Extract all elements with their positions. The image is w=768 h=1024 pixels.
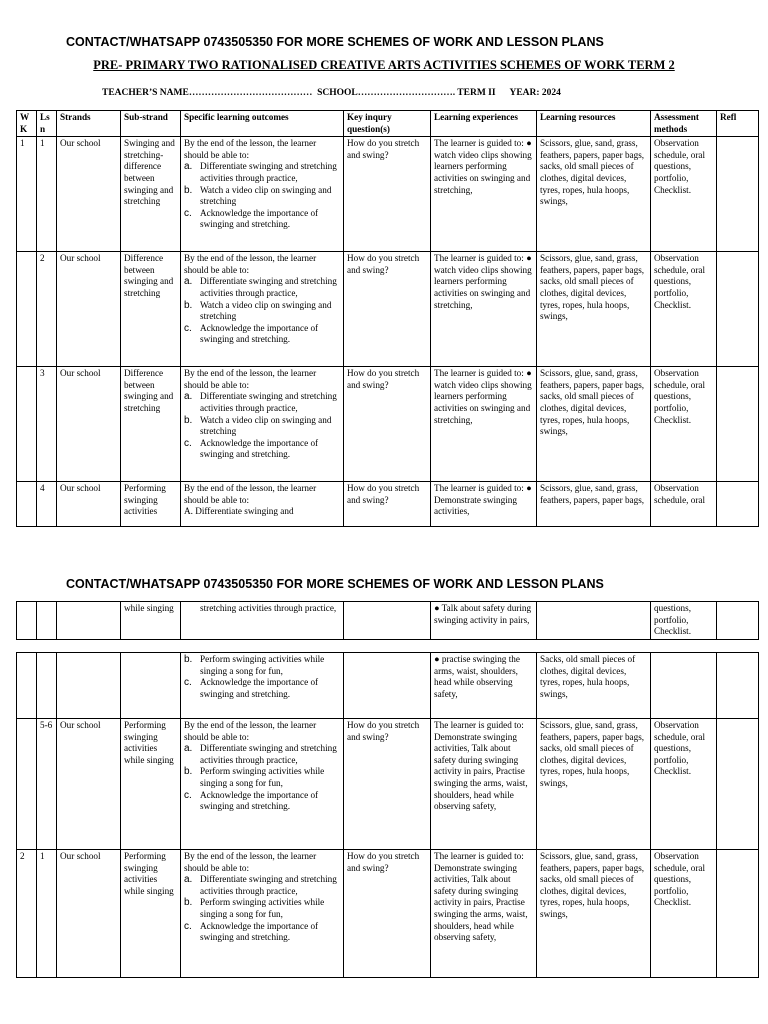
- strand-cell: Our school: [57, 850, 121, 978]
- assessment-cell: Observation schedule, oral questions, portfolio, Checklist.: [651, 252, 717, 367]
- inquiry-cell: How do you stretch and swing?: [344, 252, 431, 367]
- inquiry-cell: How do you stretch and swing?: [344, 367, 431, 482]
- outcome-item: c. Acknowledge the importance of swinging and stretching.: [184, 207, 319, 230]
- experiences-cell: The learner is guided to: ● watch video clips showing learners performing activities on swinging and stretching,: [431, 252, 537, 367]
- table-row: [17, 367, 759, 482]
- table-header-row: [17, 111, 759, 137]
- resources-cell: Sacks, old small pieces of clothes, digital devices, tyres, ropes, hula hoops, swings,: [537, 653, 651, 719]
- lesson-cell: 3: [37, 367, 57, 482]
- lesson-cell: 1: [37, 850, 57, 978]
- contact-banner-page2: CONTACT/WHATSAPP 0743505350 FOR MORE SCHEMES OF WORK AND LESSON PLANS: [66, 577, 604, 591]
- outcomes-cell: [181, 482, 344, 527]
- week-cell: [17, 602, 37, 640]
- reflection-cell: [717, 719, 759, 850]
- outcome-item: A. Differentiate swinging and: [184, 506, 294, 517]
- resources-cell: Scissors, glue, sand, grass, feathers, papers, paper bags,: [537, 482, 651, 527]
- reflection-cell: [717, 653, 759, 719]
- resources-cell: Scissors, glue, sand, grass, feathers, papers, paper bags, sacks, old small pieces of clothes, digital devices, tyres, ropes, hula hoops, swings,: [537, 367, 651, 482]
- outcome-item: a. Differentiate swinging and stretching activities through practice,: [184, 743, 337, 765]
- strand-cell: [57, 653, 121, 719]
- outcome-item: c. Acknowledge the importance of swinging and stretching.: [184, 322, 319, 345]
- strand-cell: Our school: [57, 252, 121, 367]
- col-reflection: Refl: [717, 111, 759, 137]
- table-row: [17, 252, 759, 367]
- week-cell: [17, 653, 37, 719]
- document-title: PRE- PRIMARY TWO RATIONALISED CREATIVE ARTS ACTIVITIES SCHEMES OF WORK TERM 2: [93, 58, 675, 72]
- substrand-cell: [121, 653, 181, 719]
- experiences-cell: The learner is guided to: ● watch video clips showing learners performing activities on swinging and stretching,: [431, 137, 537, 252]
- lesson-cell: [37, 653, 57, 719]
- table-row: [17, 719, 759, 850]
- col-strands: Strands: [57, 111, 121, 137]
- inquiry-cell: How do you stretch and swing?: [344, 137, 431, 252]
- resources-cell: [537, 602, 651, 640]
- lesson-cell: 2: [37, 252, 57, 367]
- outcomes-cell: [181, 367, 344, 482]
- experiences-cell: ● Talk about safety during swinging activity in pairs,: [431, 602, 537, 640]
- assessment-cell: [651, 653, 717, 719]
- experiences-cell: ● practise swinging the arms, waist, shoulders, head while observing safety,: [431, 653, 537, 719]
- outcomes-intro: By the end of the lesson, the learner should be able to:: [184, 851, 317, 873]
- outcomes-cell: [181, 137, 344, 252]
- col-assessment: Assessment methods: [651, 111, 717, 137]
- outcome-item: b. Watch a video clip on swinging and stretching: [184, 414, 332, 437]
- assessment-cell: Observation schedule, oral questions, portfolio, Checklist.: [651, 137, 717, 252]
- col-inquiry: Key inqury question(s): [344, 111, 431, 137]
- contact-banner: CONTACT/WHATSAPP 0743505350 FOR MORE SCHEMES OF WORK AND LESSON PLANS: [66, 35, 604, 49]
- outcome-item: a. Differentiate swinging and stretching activities through practice,: [184, 276, 337, 298]
- strand-cell: Our school: [57, 719, 121, 850]
- week-cell: [17, 367, 37, 482]
- outcomes-intro: By the end of the lesson, the learner should be able to:: [184, 720, 317, 742]
- outcome-item: c. Acknowledge the importance of swinging and stretching.: [184, 920, 319, 943]
- experiences-cell: The learner is guided to: ● Demonstrate swinging activities,: [431, 482, 537, 527]
- resources-cell: Scissors, glue, sand, grass, feathers, papers, paper bags, sacks, old small pieces of clothes, digital devices, tyres, ropes, hula hoops, swings,: [537, 850, 651, 978]
- outcome-item: a. Differentiate swinging and stretching activities through practice,: [184, 161, 337, 183]
- assessment-cell: Observation schedule, oral: [651, 482, 717, 527]
- outcome-item: b. Perform swinging activities while singing a song for fun,: [184, 654, 325, 676]
- assessment-cell: Observation schedule, oral questions, portfolio, Checklist.: [651, 719, 717, 850]
- outcome-item: a. Differentiate swinging and stretching activities through practice,: [184, 391, 337, 413]
- col-week: W K: [17, 111, 37, 137]
- substrand-cell: while singing: [121, 602, 181, 640]
- scheme-table-page1: [16, 110, 759, 527]
- experiences-cell: The learner is guided to: Demonstrate swinging activities, Talk about safety during swinging activity in pairs, Practise swinging the arms, waist, shoulders, head while observing safety,: [431, 850, 537, 978]
- substrand-cell: Swinging and stretching- difference between swinging and stretching: [121, 137, 181, 252]
- col-experiences: Learning experiences: [431, 111, 537, 137]
- reflection-cell: [717, 252, 759, 367]
- inquiry-cell: [344, 602, 431, 640]
- week-cell: [17, 252, 37, 367]
- outcomes-intro: By the end of the lesson, the learner should be able to:: [184, 483, 317, 505]
- substrand-cell: Difference between swinging and stretching: [121, 252, 181, 367]
- strand-cell: Our school: [57, 137, 121, 252]
- lesson-cell: [37, 602, 57, 640]
- outcomes-intro: By the end of the lesson, the learner should be able to:: [184, 253, 317, 275]
- strand-cell: Our school: [57, 482, 121, 527]
- col-outcomes: Specific learning outcomes: [181, 111, 344, 137]
- outcomes-cell: [181, 653, 344, 719]
- substrand-cell: Performing swinging activities while singing: [121, 719, 181, 850]
- outcome-item: b. Watch a video clip on swinging and stretching: [184, 184, 332, 207]
- outcome-item: b. Perform swinging activities while singing a song for fun,: [184, 766, 325, 788]
- week-cell: [17, 719, 37, 850]
- inquiry-cell: How do you stretch and swing?: [344, 850, 431, 978]
- week-cell: [17, 482, 37, 527]
- assessment-cell: Observation schedule, oral questions, portfolio, Checklist.: [651, 367, 717, 482]
- lesson-cell: 4: [37, 482, 57, 527]
- assessment-cell: questions, portfolio, Checklist.: [651, 602, 717, 640]
- resources-cell: Scissors, glue, sand, grass, feathers, papers, paper bags, sacks, old small pieces of clothes, digital devices, tyres, ropes, hula hoops, swings,: [537, 719, 651, 850]
- outcome-item: b. Perform swinging activities while singing a song for fun,: [184, 897, 325, 919]
- table-row: [17, 850, 759, 978]
- lesson-cell: 1: [37, 137, 57, 252]
- week-cell: 1: [17, 137, 37, 252]
- reflection-cell: [717, 602, 759, 640]
- col-lesson: Ls n: [37, 111, 57, 137]
- substrand-cell: Performing swinging activities: [121, 482, 181, 527]
- table-row: [17, 602, 759, 640]
- outcomes-cell: [181, 719, 344, 850]
- experiences-cell: The learner is guided to: Demonstrate swinging activities, Talk about safety during swinging activity in pairs, Practise swinging the arms, waist, shoulders, head while observing safety,: [431, 719, 537, 850]
- strand-cell: Our school: [57, 367, 121, 482]
- resources-cell: Scissors, glue, sand, grass, feathers, papers, paper bags, sacks, old small pieces of clothes, digital devices, tyres, ropes, hula hoops, swings,: [537, 137, 651, 252]
- col-substrand: Sub-strand: [121, 111, 181, 137]
- scheme-table-page2: [16, 652, 759, 978]
- outcome-item: c. Acknowledge the importance of swinging and stretching.: [184, 789, 319, 812]
- week-cell: 2: [17, 850, 37, 978]
- outcomes-cell: [181, 850, 344, 978]
- reflection-cell: [717, 367, 759, 482]
- strand-cell: [57, 602, 121, 640]
- teacher-info-line: TEACHER’S NAME………………………………… SCHOOL…………………………. TERM II YEAR: 2024: [102, 88, 561, 98]
- continuation-table-1: [16, 601, 759, 640]
- outcomes-cell: [181, 252, 344, 367]
- substrand-cell: Difference between swinging and stretching: [121, 367, 181, 482]
- reflection-cell: [717, 850, 759, 978]
- table-row: [17, 653, 759, 719]
- table-row: [17, 482, 759, 527]
- outcomes-intro: By the end of the lesson, the learner should be able to:: [184, 138, 317, 160]
- resources-cell: Scissors, glue, sand, grass, feathers, papers, paper bags, sacks, old small pieces of clothes, digital devices, tyres, ropes, hula hoops, swings,: [537, 252, 651, 367]
- inquiry-cell: [344, 653, 431, 719]
- outcome-item: c. Acknowledge the importance of swinging and stretching.: [184, 437, 319, 460]
- substrand-cell: Performing swinging activities while singing: [121, 850, 181, 978]
- inquiry-cell: How do you stretch and swing?: [344, 482, 431, 527]
- reflection-cell: [717, 482, 759, 527]
- assessment-cell: Observation schedule, oral questions, portfolio, Checklist.: [651, 850, 717, 978]
- outcome-item: b. Watch a video clip on swinging and stretching: [184, 299, 332, 322]
- experiences-cell: The learner is guided to: ● watch video clips showing learners performing activities on swinging and stretching,: [431, 367, 537, 482]
- col-resources: Learning resources: [537, 111, 651, 137]
- inquiry-cell: How do you stretch and swing?: [344, 719, 431, 850]
- outcome-item: a. Differentiate swinging and stretching activities through practice,: [184, 874, 337, 896]
- outcomes-intro: By the end of the lesson, the learner should be able to:: [184, 368, 317, 390]
- reflection-cell: [717, 137, 759, 252]
- lesson-cell: 5-6: [37, 719, 57, 850]
- outcome-item: c. Acknowledge the importance of swinging and stretching.: [184, 677, 319, 699]
- table-row: [17, 137, 759, 252]
- outcomes-cell: stretching activities through practice,: [181, 602, 344, 640]
